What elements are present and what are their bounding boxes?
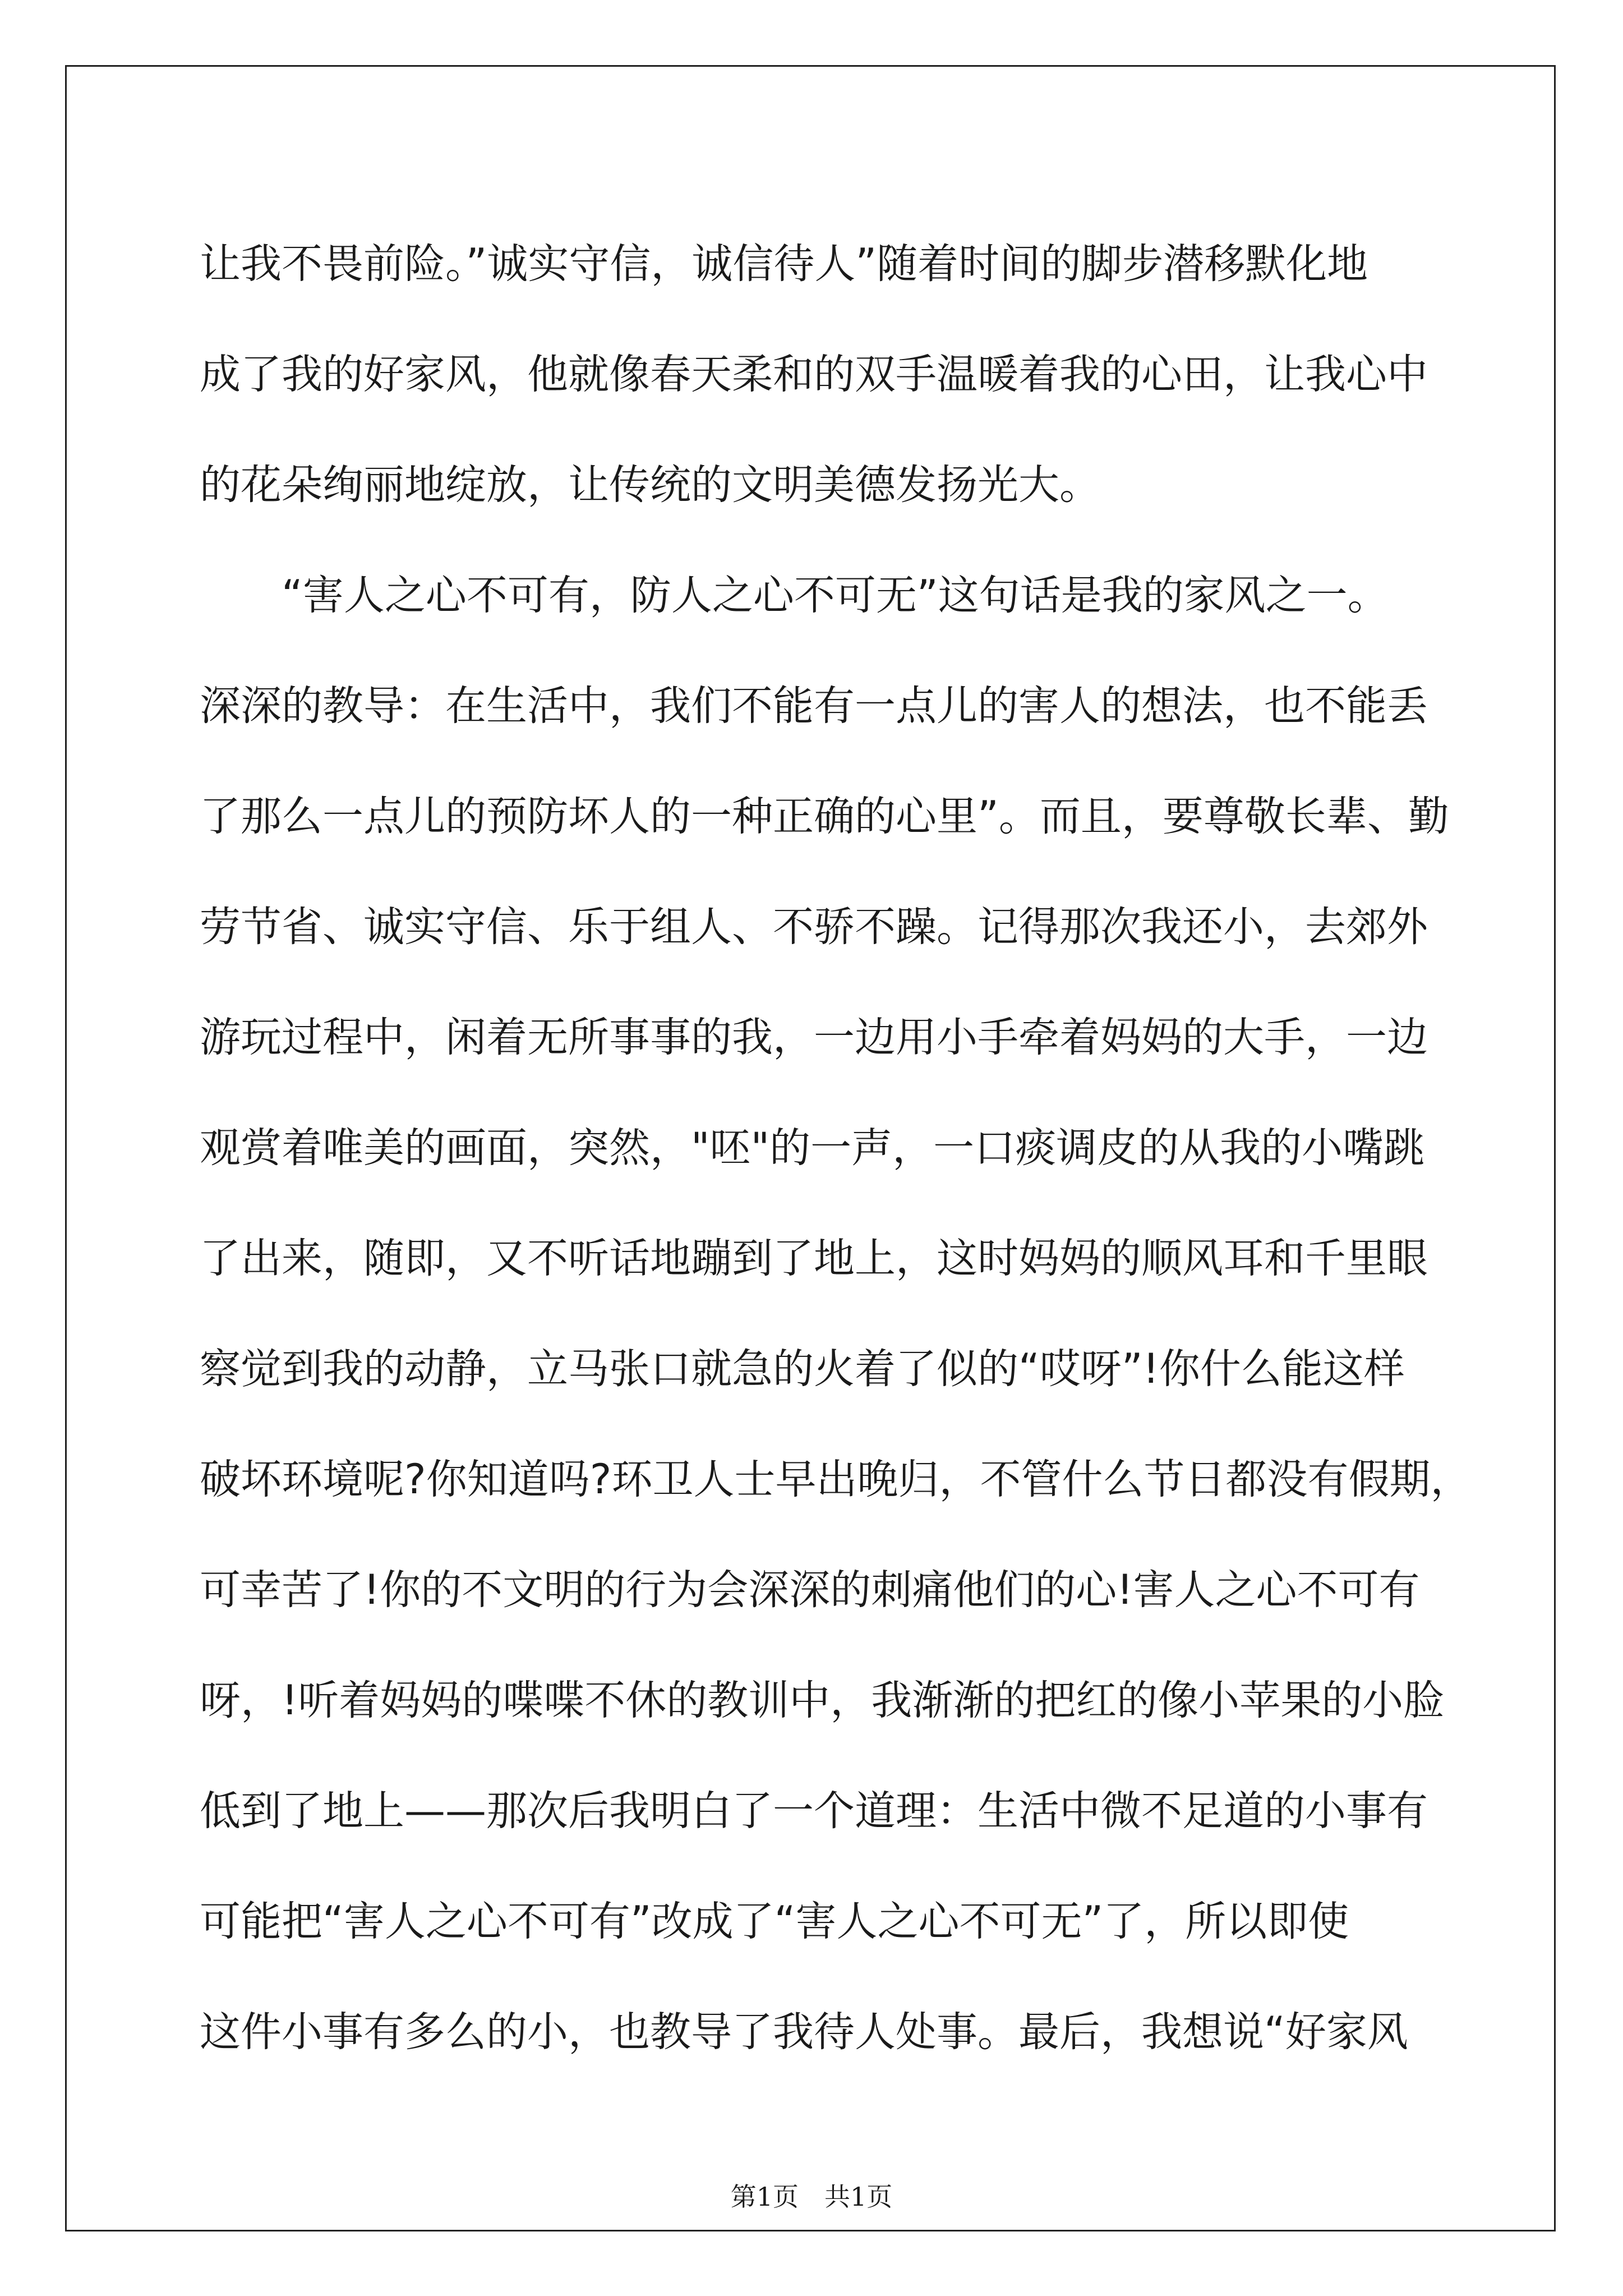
text-line: 这件小事有多么的小，也教导了我待人处事。最后，我想说“好家风 [200,2008,1408,2056]
text-line: 的花朵绚丽地绽放，让传统的文明美德发扬光大。 [200,461,1100,509]
page-footer: 第1页 共1页 [730,2182,893,2212]
text-line: 成了我的好家风，他就像春天柔和的双手温暖着我的心田，让我心中 [200,351,1428,398]
text-line: 可幸苦了!你的不文明的行为会深深的刺痛他们的心!害人之心不可有 [200,1566,1420,1614]
text-line: 察觉到我的动静，立马张口就急的火着了似的“哎呀”!你什么能这样 [200,1345,1405,1393]
text-line: 让我不畏前险。”诚实守信，诚信待人”随着时间的脚步潜移默化地 [200,240,1368,288]
text-line: 了出来，随即，又不听话地蹦到了地上，这时妈妈的顺风耳和千里眼 [200,1235,1428,1282]
text-line: 游玩过程中，闲着无所事事的我，一边用小手牵着妈妈的大手，一边 [200,1014,1428,1061]
text-line: 深深的教导：在生活中，我们不能有一点儿的害人的想法，也不能丢 [200,682,1428,730]
text-line: 了那么一点儿的预防坏人的一种正确的心里”。而且，要尊敬长辈、勤 [200,793,1449,840]
text-line-paragraph-start: “害人之心不可有，防人之心不可无”这句话是我的家风之一。 [282,572,1389,619]
text-line: 观赏着唯美的画面，突然，"呸"的一声，一口痰调皮的从我的小嘴跳 [200,1124,1425,1172]
text-line: 可能把“害人之心不可有”改成了“害人之心不可无”了，所以即使 [200,1898,1349,1945]
text-line: 劳节省、诚实守信、乐于组人、不骄不躁。记得那次我还小，去郊外 [200,903,1428,951]
text-line: 低到了地上——那次后我明白了一个道理：生活中微不足道的小事有 [200,1787,1428,1835]
text-line: 呀，!听着妈妈的喋喋不休的教训中，我渐渐的把红的像小苹果的小脸 [200,1677,1445,1724]
text-line: 破坏环境呢?你知道吗?环卫人士早出晚归，不管什么节日都没有假期， [200,1456,1472,1503]
document-body [200,209,1472,2087]
